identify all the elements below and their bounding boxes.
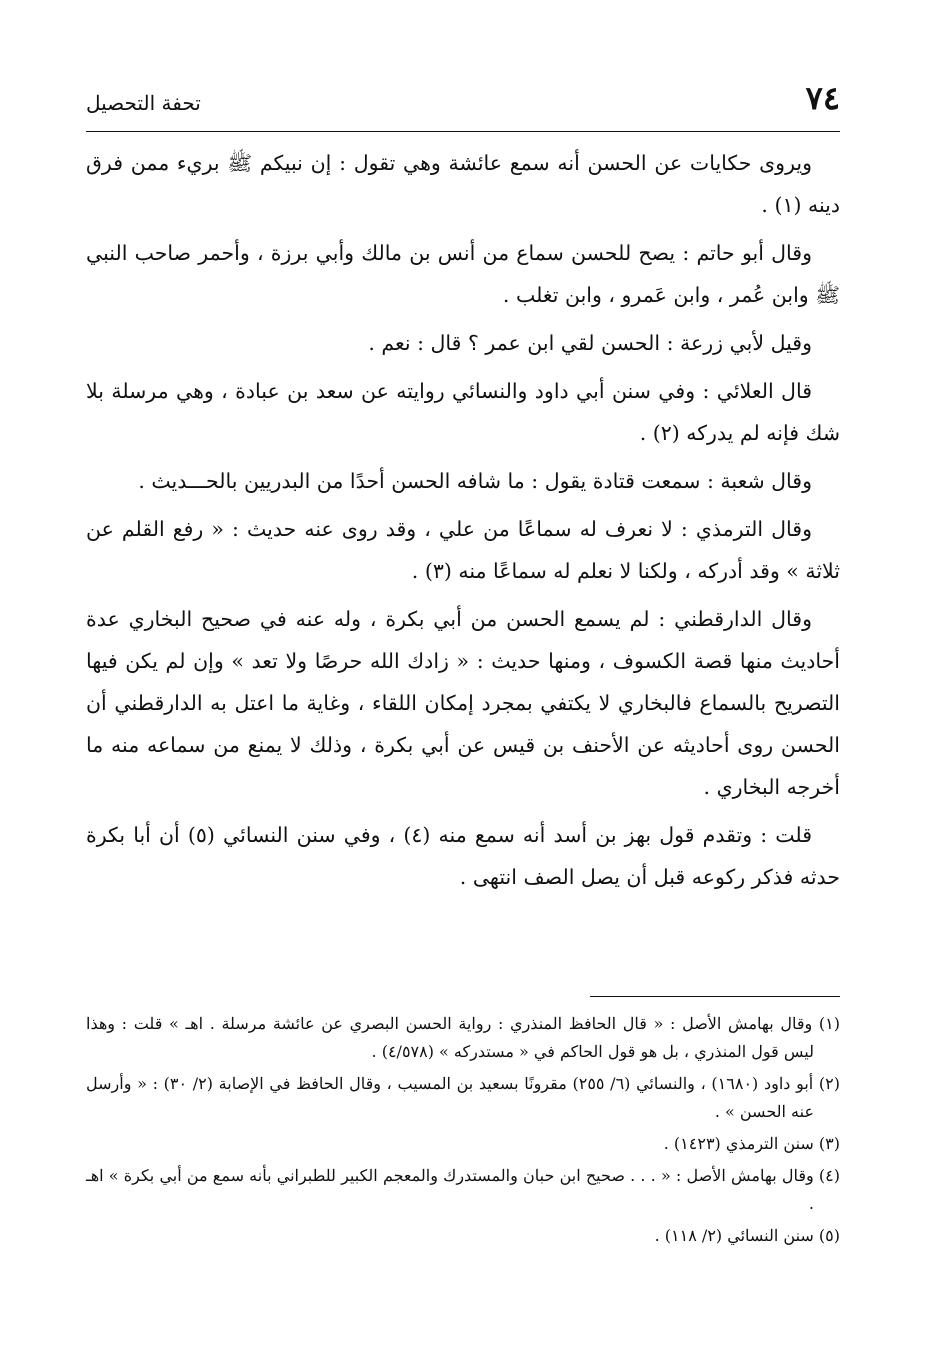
footnote-5: (٥) سنن النسائي (٢/ ١١٨) . [654, 1226, 840, 1245]
footnote-4: (٤) وقال بهامش الأصل : « . . . صحيح ابن حبان والمستدرك والمعجم الكبير للطبراني بأنه سمع من أبي بكرة » اهـ . [86, 1166, 840, 1213]
paragraph-4: قال العلائي : وفي سنن أبي داود والنسائي روايته عن سعد بن عبادة ، وهي مرسلة بلا شك فإنه لم يدركه (٢) . [86, 379, 840, 445]
footnote-separator [590, 996, 840, 997]
header-rule [86, 131, 840, 132]
paragraph-7: وقال الدارقطني : لم يسمع الحسن من أبي بكرة ، وله عنه في صحيح البخاري عدة أحاديث منها قصة الكسوف ، ومنها حديث : « زادك الله حرصًا ولا تعد » وإن لم يكن فيها التصريح بالسماع فالبخاري لا يكتفي بمجرد إمكان اللقاء ، وغاية ما اعتل به الدارقطني أن الحسن روى أحاديثه عن الأحنف بن قيس عن أبي بكرة ، وذلك لا يمنع من سماعه منه ما أخرجه البخاري . [86, 607, 840, 799]
paragraph-2: وقال أبو حاتم : يصح للحسن سماع من أنس بن مالك وأبي برزة ، وأحمر صاحب النبي ﷺ وابن عُمر ، وابن عَمرو ، وابن تغلب . [86, 241, 840, 307]
page-number: ٧٤ [805, 79, 840, 117]
footnotes [86, 1010, 840, 1254]
paragraph-1: ويروى حكايات عن الحسن أنه سمع عائشة وهي تقول : إن نبيكم ﷺ بريء ممن فرق دينه (١) . [86, 151, 840, 217]
paragraph-3: وقيل لأبي زرعة : الحسن لقي ابن عمر ؟ قال : نعم . [368, 331, 812, 355]
paragraph-6: وقال الترمذي : لا نعرف له سماعًا من علي ، وقد روى عنه حديث : « رفع القلم عن ثلاثة » وقد أدركه ، ولكنا لا نعلم له سماعًا منه (٣) . [86, 517, 840, 583]
page-header [86, 79, 840, 124]
footnote-1: (١) وقال بهامش الأصل : « قال الحافظ المنذري : رواية الحسن البصري عن عائشة مرسلة . اهـ » قلت : وهذا ليس قول المنذري ، بل هو قول الحاكم في « مستدركه » (٤/٥٧٨) . [86, 1014, 841, 1061]
paragraph-8: قلت : وتقدم قول بهز بن أسد أنه سمع منه (٤) ، وفي سنن النسائي (٥) أن أبا بكرة حدثه فذكر ركوعه قبل أن يصل الصف انتهى . [86, 823, 840, 889]
running-title: تحفة التحصيل [86, 91, 201, 115]
footnote-2: (٢) أبو داود (١٦٨٠) ، والنسائي (٦/ ٢٥٥) مقرونًا بسعيد بن المسيب ، وقال الحافظ في الإصابة (٢/ ٣٠) : « وأرسل عنه الحسن » . [86, 1074, 840, 1121]
main-text [86, 142, 840, 902]
footnote-3: (٣) سنن الترمذي (١٤٢٣) . [663, 1134, 840, 1153]
paragraph-5: وقال شعبة : سمعت قتادة يقول : ما شافه الحسن أحدًا من البدريين بالحـــديث . [138, 469, 812, 493]
